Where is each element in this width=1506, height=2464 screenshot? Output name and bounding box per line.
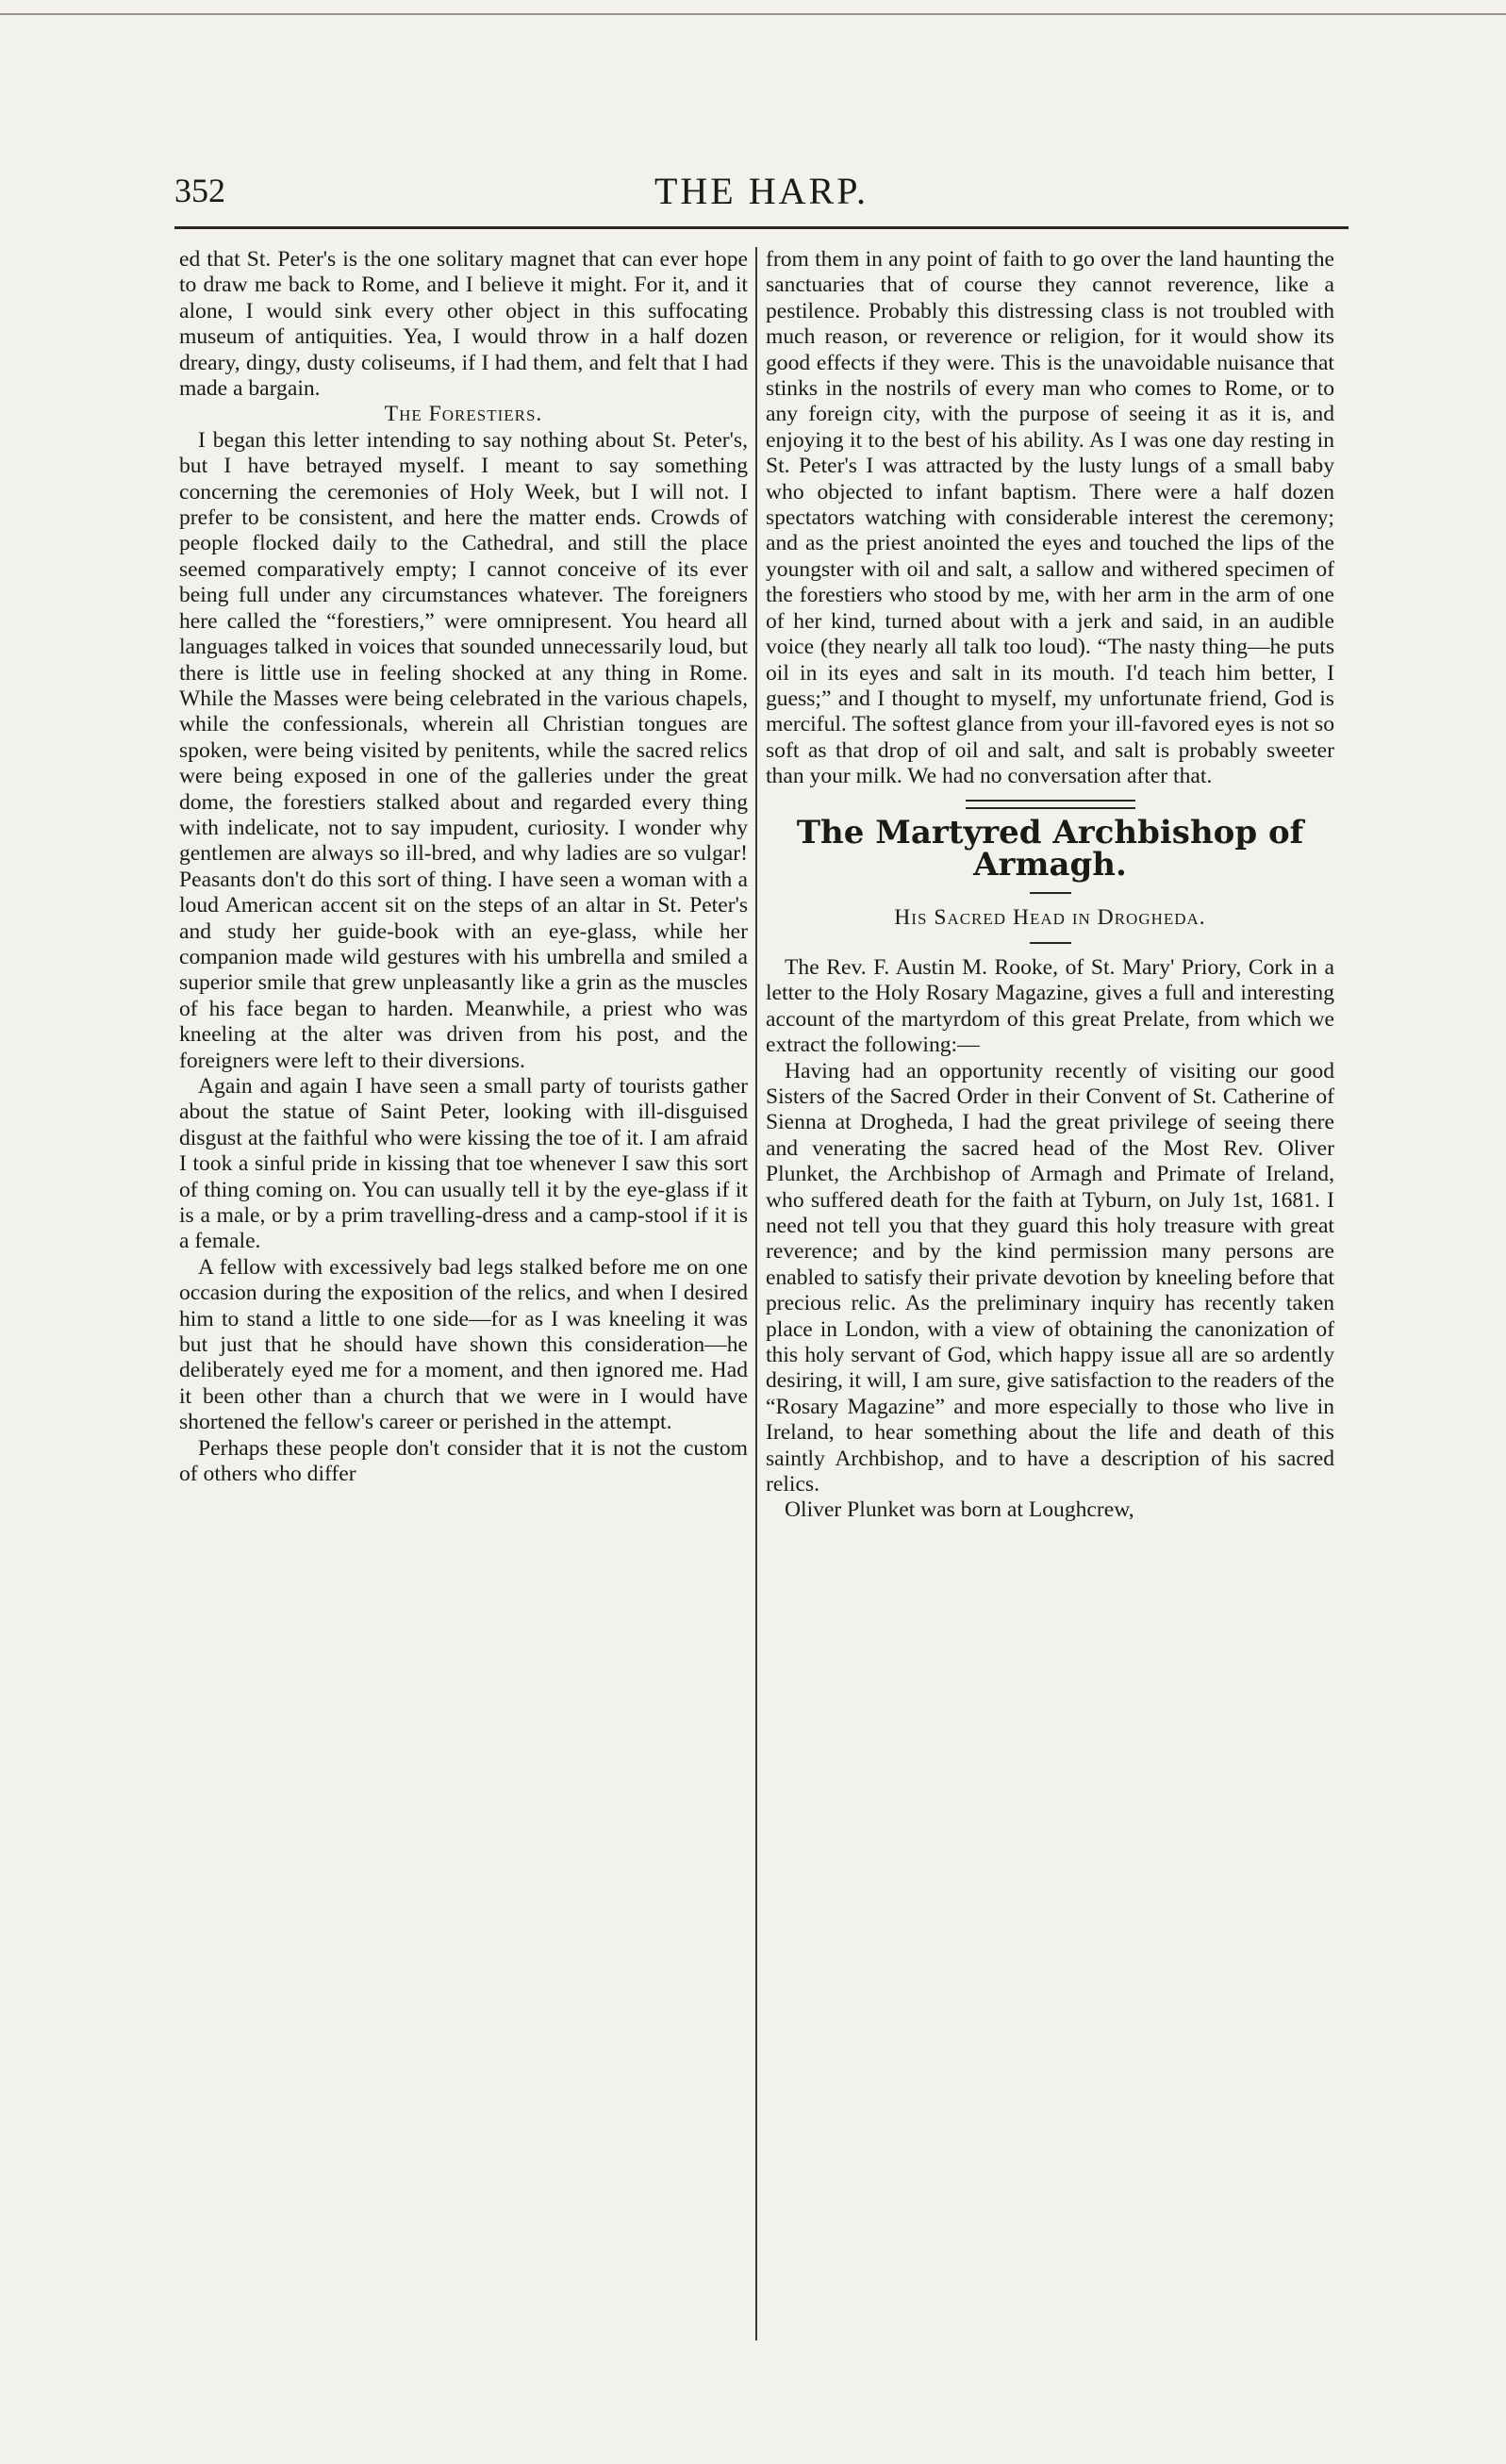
- column-divider: [755, 247, 757, 2340]
- running-title: THE HARP.: [654, 170, 869, 212]
- right-column: [766, 247, 1334, 1524]
- article-subheading: His Sacred Head in Drogheda.: [894, 904, 1206, 930]
- left-paragraph-2: I began this letter intending to say nothing about St. Peter's, but I have betrayed myself. I meant to say something concerning the ceremonies of Holy Week, but I will not. I prefer to be consistent, and here the matter ends. Crowds of people flocked daily to the Cathedral, and still the place seemed comparatively empty; I cannot conceive of its ever being full under any circumstances whatever. The foreigners here called the “forestiers,” were omnipresent. You heard all languages talked in voices that sounded unnecessarily loud, but there is little use in feeling shocked at any thing in Rome. While the Masses were being celebrated in the various chapels, while the confessionals, wherein all Christian tongues are spoken, were being visited by penitents, while the sacred relics were being exposed in one of the galleries under the great dome, the forestiers stalked about and regarded every thing with indelicate, not to say impudent, curiosity. I wonder why gentlemen are always so ill-bred, and why ladies are so vulgar! Peasants don't do this sort of thing. I have seen a woman with a loud American accent sit on the steps of an altar in St. Peter's and study her guide-book with an eye-glass, while her companion made wild gestures with his umbrella and smiled a superior smile that grew unpleasantly like a grin as the muscles of his face began to harden. Meanwhile, a priest who was kneeling at the alter was driven from his post, and the foreigners were left to their diversions.: [179, 427, 748, 1073]
- article-separator-rule: [966, 800, 1135, 809]
- title-short-rule: [1030, 892, 1071, 894]
- header-rule: [174, 226, 1349, 229]
- page-number: 352: [174, 172, 225, 209]
- left-paragraph-1: ed that St. Peter's is the one solitary magnet that can ever hope to draw me back to Rome, and I believe it might. For it, and it alone, I would sink every other object in this suffocating museum of antiquities. Yea, I would throw in a half dozen dreary, dingy, dusty coliseums, if I had them, and felt that I had made a bargain.: [179, 247, 748, 402]
- top-edge-rule: [0, 13, 1506, 15]
- right-paragraph-3: Having had an opportunity recently of visiting our good Sisters of the Sacred Order in their Convent of St. Catherine of Sienna at Drogheda, I had the great privilege of seeing there and venerating the sacred head of the Most Rev. Oliver Plunket, the Archbishop of Armagh and Primate of Ireland, who suffered death for the faith at Tyburn, on July 1st, 1681. I need not tell you that they guard this holy treasure with great reverence; and by the kind permission many persons are enabled to satisfy their private devotion by kneeling before that precious relic. As the preliminary inquiry has recently taken place in London, with a view of obtaining the canonization of this holy servant of God, which happy issue all are so ardently desiring, it will, I am sure, give satisfaction to the readers of the “Rosary Magazine” and more especially to those who live in Ireland, to hear something about the life and death of this saintly Archbishop, and to have a description of his sacred relics.: [766, 1058, 1334, 1497]
- right-paragraph-4: Oliver Plunket was born at Loughcrew,: [785, 1497, 1134, 1523]
- subheading-short-rule: [1030, 942, 1071, 944]
- article-title: The Martyred Archbishop of Armagh.: [796, 813, 1304, 884]
- page-header: [174, 165, 1349, 222]
- section-heading-forestiers: The Forestiers.: [384, 402, 543, 427]
- left-paragraph-4: A fellow with excessively bad legs stalked before me on one occasion during the exposition of the relics, and when I desired him to stand a little to one side—for as I was kneeling it was but just that he should have shown this consideration—he deliberately eyed me for a moment, and then ignored me. Had it been other than a church that we were in I would have shortened the fellow's career or perished in the attempt.: [179, 1254, 748, 1435]
- left-column: [179, 247, 748, 1488]
- left-paragraph-3: Again and again I have seen a small party of tourists gather about the statue of Saint Peter, looking with ill-disguised disgust at the faithful who were kissing the toe of it. I am afraid I took a sinful pride in kissing that toe whenever I saw this sort of thing coming on. You can usually tell it by the eye-glass if it is a male, or by a prim travelling-dress and a camp-stool if it is a female.: [179, 1074, 748, 1254]
- right-paragraph-2: The Rev. F. Austin M. Rooke, of St. Mary' Priory, Cork in a letter to the Holy Rosary Magazine, gives a full and interesting account of the martyrdom of this great Prelate, from which we extract the following:—: [766, 954, 1334, 1058]
- right-paragraph-1: from them in any point of faith to go over the land haunting the sanctuaries that of course they cannot reverence, like a pestilence. Probably this distressing class is not troubled with much reason, or reverence or religion, for it would show its good effects if they were. This is the unavoidable nuisance that stinks in the nostrils of every man who comes to Rome, or to any foreign city, with the purpose of seeing it as it is, and enjoying it to the best of his ability. As I was one day resting in St. Peter's I was attracted by the lusty lungs of a small baby who objected to infant baptism. There were a half dozen spectators watching with considerable interest the ceremony; and as the priest anointed the eyes and touched the lips of the youngster with oil and salt, a sallow and withered specimen of the forestiers who stood by me, with her arm in the arm of one of her kind, turned about with a jerk and said, in an audible voice (they nearly all talk too loud). “The nasty thing—he puts oil in its eyes and salt in its mouth. I'd teach him better, I guess;” and I thought to myself, my unfortunate friend, God is merciful. The softest glance from your ill-favored eyes is not so soft as that drop of oil and salt, and salt is probably sweeter than your milk. We had no conversation after that.: [766, 247, 1334, 789]
- left-paragraph-5: Perhaps these people don't consider that it is not the custom of others who differ: [179, 1435, 748, 1487]
